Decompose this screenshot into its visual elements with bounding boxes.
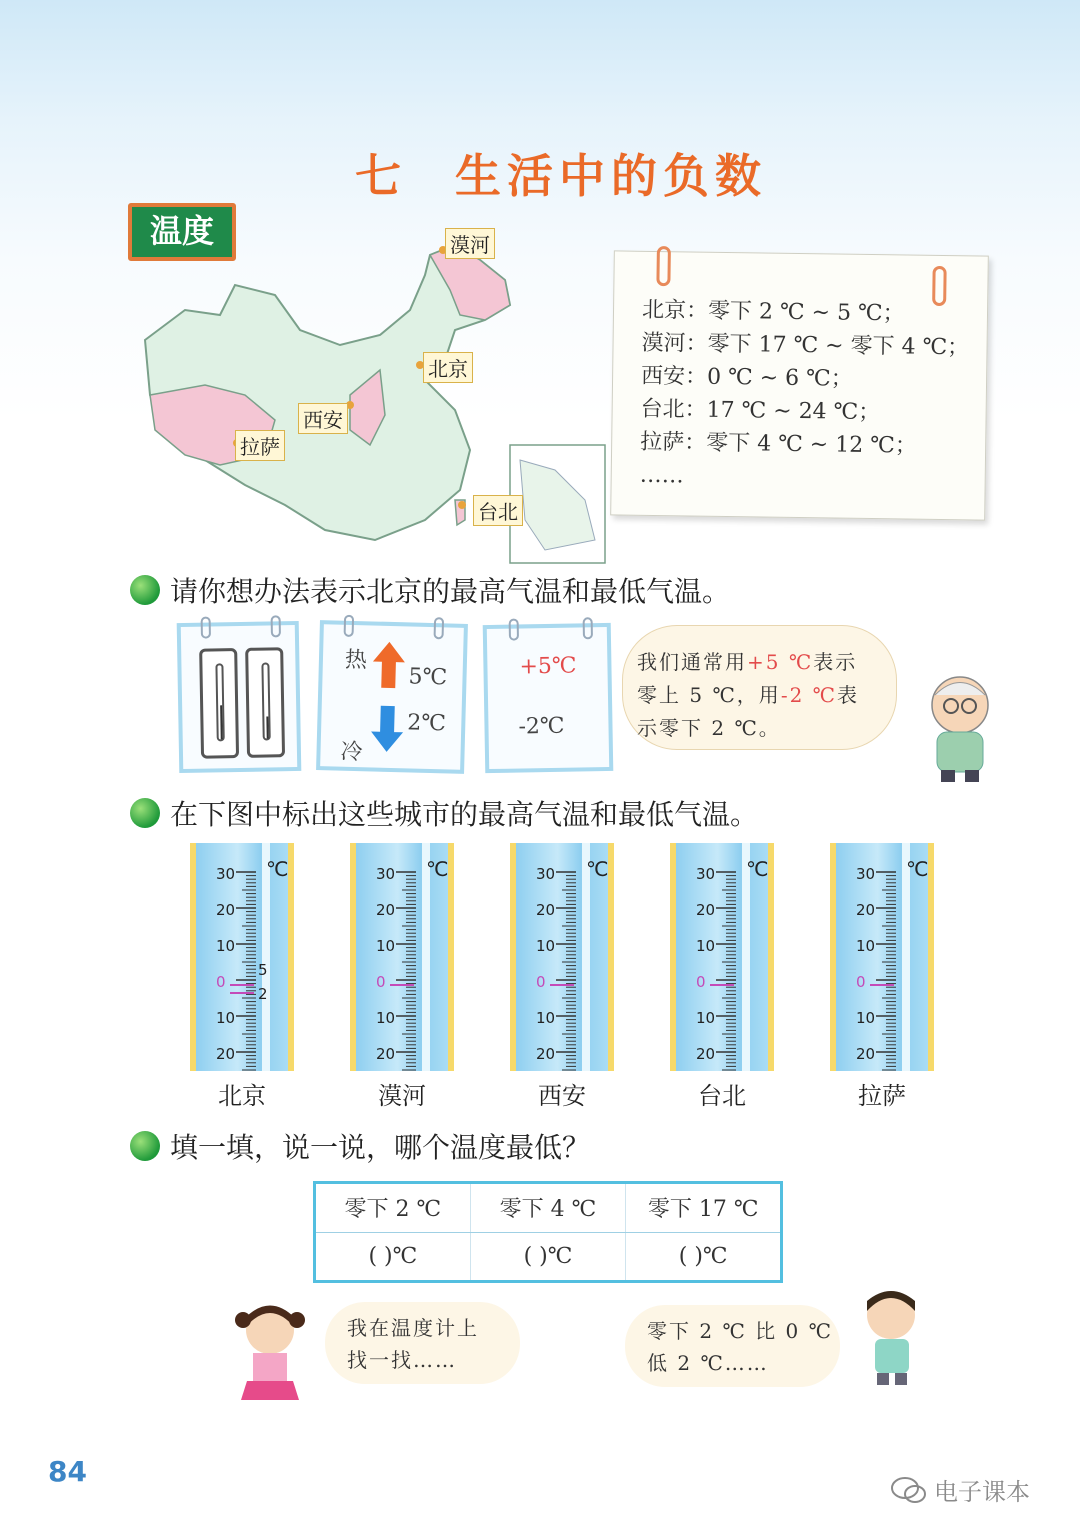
city-name: 漠河 [378,1082,426,1110]
table-cell: 零下 17 ℃ [626,1183,782,1233]
watermark [890,1472,1030,1507]
unit-label: ℃ [906,857,929,881]
speech-text: 表示 [813,650,858,674]
up-arrow-icon [370,639,407,690]
note-line: 漠河：零下 17 ℃ ~ 零下 4 ℃； [641,330,970,361]
paper-clip-icon [656,246,671,286]
scale-label: 10 [536,937,556,955]
thermometer [190,843,294,1071]
scale-label: 10 [696,937,716,955]
scale-label: 30 [536,865,556,883]
scale-label: 20 [376,901,396,919]
scale-label: 30 [696,865,716,883]
note-line: 拉萨：零下 4 ℃ ~ 12 ℃； [640,429,917,459]
blank-cell[interactable]: ( )℃ [315,1232,471,1282]
temperature-note [610,250,989,520]
note-lines [640,294,970,497]
speech-text: 零下 2 ℃ 比 0 ℃ [647,1319,833,1343]
pin-icon [271,615,281,637]
scale-label: 20 [696,1045,716,1063]
speech-text: 表 [837,683,860,707]
question-3 [130,1126,590,1166]
boy-speech-bubble [625,1305,840,1387]
map-label-beijing: 北京 [423,352,473,383]
table-cell: 零下 2 ℃ [315,1183,471,1233]
scale-label: 0 [536,973,546,991]
zero-marker [230,984,254,986]
china-map [125,220,615,570]
city-name: 台北 [698,1082,746,1110]
zero-marker [710,984,734,986]
pin-icon [509,619,519,641]
table-row [315,1232,782,1282]
thermometer [350,843,454,1071]
speech-text: 低 2 ℃…… [647,1351,769,1375]
section-tag: 温度 [128,203,236,261]
question-2 [130,793,758,833]
hot-value: 5℃ [408,664,448,691]
low-mark-label: 2 [258,985,268,1003]
chapter-title: 生活中的负数 [455,149,767,203]
page-title [355,140,767,206]
scale-label: 20 [856,901,876,919]
scale-label: 10 [696,1009,716,1027]
low-marker [230,992,254,994]
hot-label: 热 [344,647,368,674]
pin-icon [201,616,211,638]
city-name: 北京 [218,1082,266,1110]
thermometer [510,843,614,1071]
blank-cell[interactable]: ( )℃ [626,1232,782,1282]
scale-label: 10 [216,937,236,955]
unit-label: ℃ [266,857,289,881]
speech-highlight: -2 ℃ [780,683,838,707]
bullet-dot-icon [130,575,160,605]
card-arrows [316,620,468,774]
zero-marker [390,984,414,986]
thermometer [830,843,934,1071]
wechat-icon [890,1475,928,1505]
note-line: 台北：17 ℃ ~ 24 ℃； [640,396,881,426]
scale-label: 0 [216,973,226,991]
thermometer-icon [245,647,285,758]
table-cell: 零下 4 ℃ [470,1183,626,1233]
scale-label: 10 [216,1009,236,1027]
scale-label: 30 [216,865,236,883]
question-3-text: 填一填，说一说，哪个温度最低？ [170,1131,591,1164]
watermark-text: 电子课本 [934,1478,1030,1506]
note-line: 西安：0 ℃ ~ 6 ℃； [640,363,853,392]
map-label-xian: 西安 [298,403,348,434]
scale-label: 20 [856,1045,876,1063]
scale-label: 20 [696,901,716,919]
card-thermometers [177,621,302,773]
china-map-illustration [125,220,615,570]
girl-speech-bubble [325,1302,520,1384]
scale-label: 20 [536,901,556,919]
thermometer-icon [199,648,239,759]
speech-text: 找一找…… [347,1348,457,1372]
map-label-mohe: 漠河 [445,228,495,259]
scale-label: 20 [216,1045,236,1063]
thermometer [670,843,774,1071]
unit-label: ℃ [586,857,609,881]
speech-text: 示零下 2 ℃。 [637,716,781,740]
scale-label: 0 [696,973,706,991]
positive-five-label: +5℃ [519,653,577,680]
question-1 [130,570,730,610]
city-name: 拉萨 [858,1082,906,1110]
pin-icon [344,615,355,637]
table-header-row [315,1183,782,1233]
scale-label: 20 [376,1045,396,1063]
scale-label: 0 [376,973,386,991]
map-label-taipei: 台北 [473,495,523,526]
negative-two-label: -2℃ [518,713,565,740]
pin-icon [583,617,593,639]
scale-label: 10 [376,937,396,955]
boy-avatar [855,1285,930,1390]
scale-label: 10 [856,1009,876,1027]
scale-label: 10 [376,1009,396,1027]
high-mark-label: 5 [258,961,268,979]
city-name: 西安 [538,1082,586,1110]
unit-label: ℃ [746,857,769,881]
question-2-text: 在下图中标出这些城市的最高气温和最低气温。 [170,798,759,831]
bullet-dot-icon [130,798,160,828]
cold-label: 冷 [340,739,363,766]
bullet-dot-icon [130,1131,160,1161]
question-1-text: 请你想办法表示北京的最高气温和最低气温。 [170,575,731,608]
scale-label: 10 [856,937,876,955]
map-label-lhasa: 拉萨 [235,430,285,461]
page-number: 84 [48,1455,87,1488]
pin-icon [434,617,445,639]
temperature-table [313,1181,783,1283]
note-line: …… [639,462,684,489]
speech-text: 我们通常用 [637,650,747,674]
teacher-avatar [915,670,1005,785]
card-signed [483,623,614,773]
zero-marker [550,984,574,986]
zero-marker [870,984,894,986]
note-line: 北京：零下 2 ℃ ~ 5 ℃； [641,297,905,327]
scale-label: 30 [856,865,876,883]
scale-label: 30 [376,865,396,883]
down-arrow-icon [369,703,406,754]
girl-avatar [225,1298,315,1408]
chapter-number: 七 [355,149,407,203]
scale-label: 0 [856,973,866,991]
scale-label: 20 [536,1045,556,1063]
speech-highlight: +5 ℃ [747,650,814,674]
speech-text: 我在温度计上 [347,1316,479,1340]
scale-label: 20 [216,901,236,919]
speech-text: 零上 5 ℃，用 [637,683,781,707]
blank-cell[interactable]: ( )℃ [470,1232,626,1282]
teacher-speech-bubble [622,625,897,750]
unit-label: ℃ [426,857,449,881]
scale-label: 10 [536,1009,556,1027]
cold-value: 2℃ [406,710,447,737]
